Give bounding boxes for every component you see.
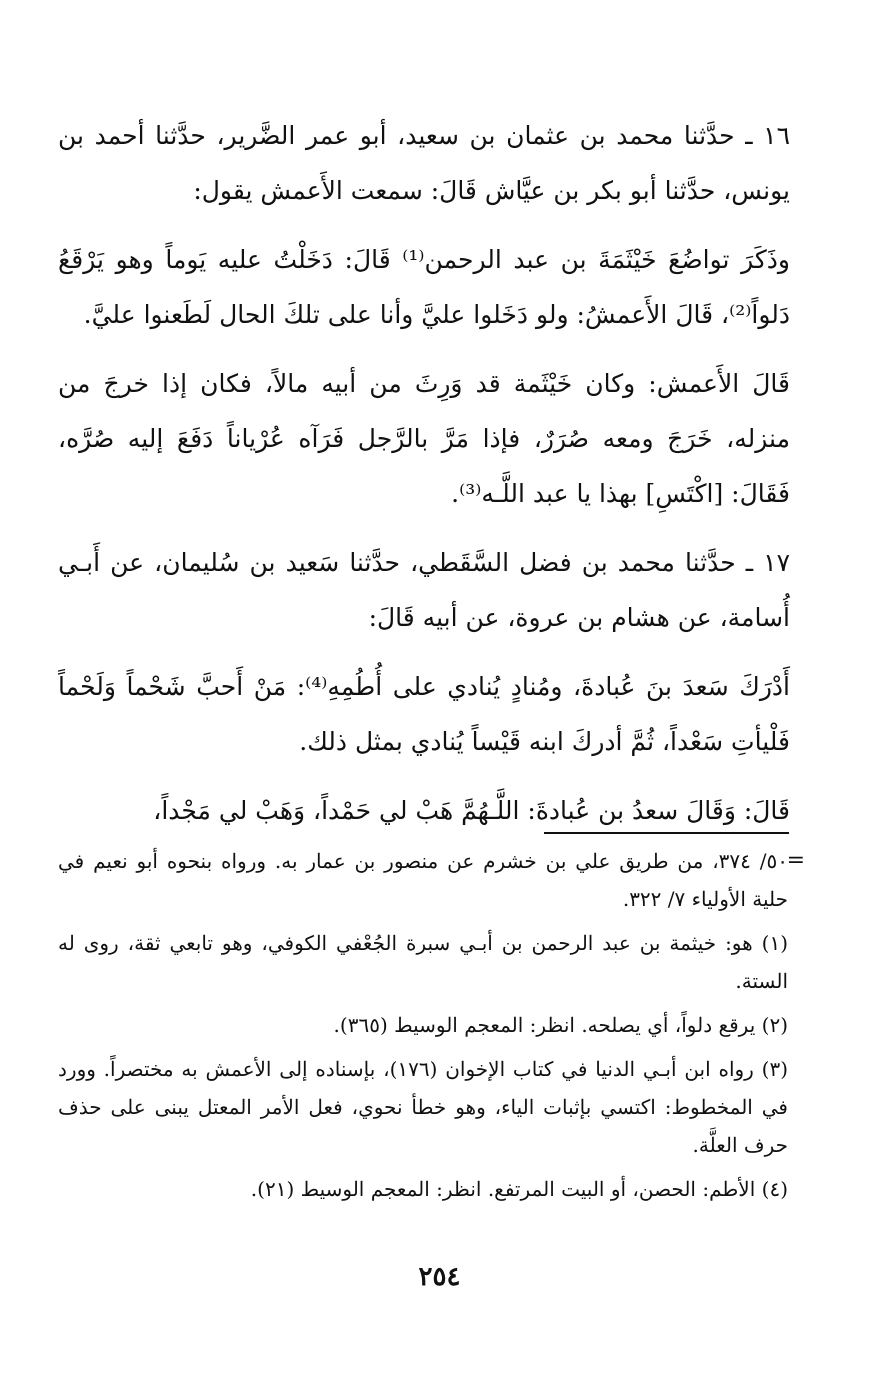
footnotes (58, 842, 788, 1214)
paragraph-khaythama-humility: وذَكَرَ تواضُعَ خَيْثَمَةَ بن عبد الرحمن⁽¹⁾ قَالَ: دَخَلْتُ عليه يَوماً وهو يَرْقَعُ دَلواً⁽²⁾، قَالَ الأَعمشُ: ولو دَخَلوا عليَّ وأنا على تلكَ الحال لَطَعنوا عليَّ. (58, 245, 790, 329)
paragraph-hadith-17: ١٧ ـ حدَّثنا محمد بن فضل السَّقَطي، حدَّثنا سَعيد بن سُليمان، عن أَبـي أُسامة، عن هشام بن عروة، عن أبيه قَالَ: (58, 548, 790, 632)
paragraph-hadith-16: ١٦ ـ حدَّثنا محمد بن عثمان بن سعيد، أبو عمر الضَّرير، حدَّثنا أحمد بن يونس، حدَّثنا أبو بكر بن عيَّاش قَالَ: سمعت الأَعمش يقول: (58, 121, 790, 205)
footnote-4: (٤) الأطم: الحصن، أو البيت المرتفع. انظر: المعجم الوسيط (٢١). (250, 1177, 788, 1201)
main-text (58, 108, 790, 852)
continuation-mark: = (786, 848, 805, 873)
paragraph-sad-ibn-ubada: أَدْرَكَ سَعدَ بنَ عُبادةَ، ومُنادٍ يُنادي على أُطُمِهِ⁽⁴⁾: مَنْ أَحبَّ شَحْماً وَلَحْماً فَلْيأتِ سَعْداً، ثُمَّ أدركَ ابنه قَيْساً يُنادي بمثل ذلك. (58, 672, 790, 756)
footnote-separator (544, 832, 789, 834)
paragraph-sad-prayer: قَالَ: وَقَالَ سعدُ بن عُبادةَ: اللَّـهُمَّ هَبْ لي حَمْداً، وَهَبْ لي مَجْداً، (153, 796, 790, 825)
footnote-1: (١) هو: خيثمة بن عبد الرحمن بن أبـي سبرة الجُعْفي الكوفي، وهو تابعي ثقة، روى له الستة. (58, 931, 788, 993)
footnote-2: (٢) يرقع دلواً، أي يصلحه. انظر: المعجم الوسيط (٣٦٥). (333, 1013, 788, 1037)
page-number: ٢٥٤ (418, 1262, 461, 1292)
footnote-3: (٣) رواه ابن أبـي الدنيا في كتاب الإخوان (١٧٦)، بإسناده إلى الأعمش به مختصراً. وورد في المخطوط: اكتسي بإثبات الياء، وهو خطأ نحوي، فعل الأمر المعتل يبنى على حذف حرف العلَّة. (58, 1057, 788, 1157)
paragraph-khaythama-charity: قَالَ الأَعمش: وكان خَيْثَمة قد وَرِثَ من أبيه مالاً، فكان إذا خرجَ من منزله، خَرَجَ ومعه صُرَرٌ، فإذا مَرَّ بالرَّجل فَرَآه عُرْياناً دَفَعَ إليه صُرَّه، فَقَالَ: [اكْتَسِ] بهذا يا عبد اللَّـه⁽³⁾. (58, 369, 790, 508)
footnote-continued: ٥٠/ ٣٧٤، من طريق علي بن خشرم عن منصور بن عمار به. ورواه بنحوه أبو نعيم في حلية الأولياء ٧/ ٣٢٢. (58, 849, 788, 911)
